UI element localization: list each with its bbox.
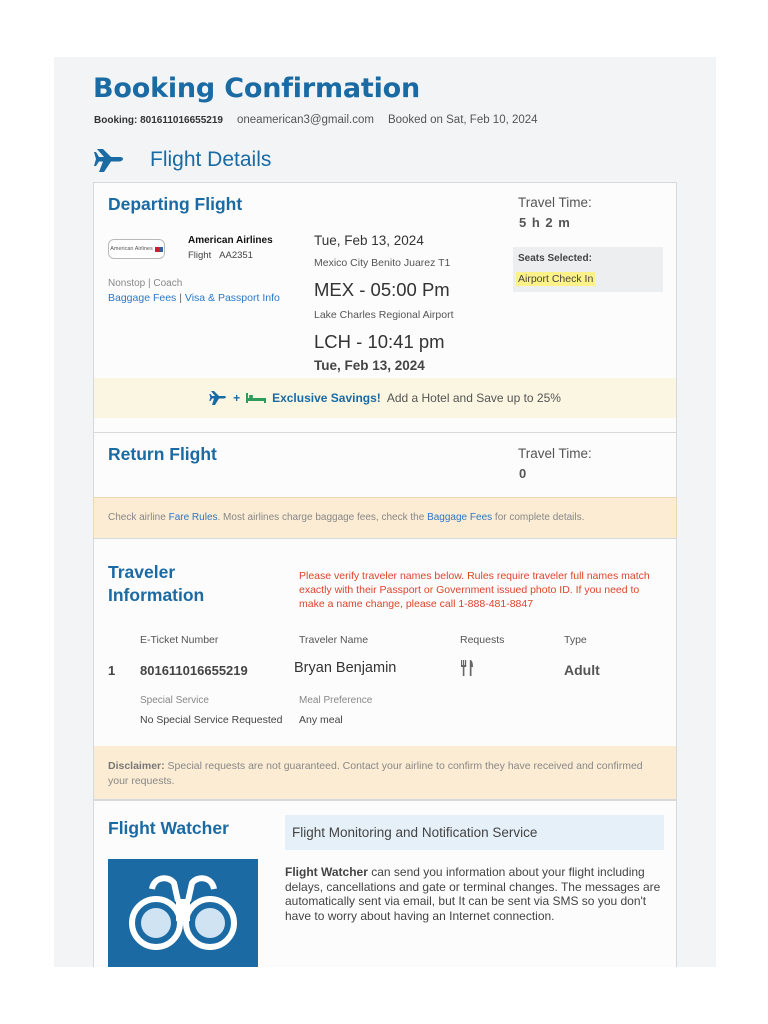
meal-icon xyxy=(460,660,474,676)
departure-date: Tue, Feb 13, 2024 xyxy=(314,233,424,248)
airline-logo-text: American Airlines xyxy=(110,246,153,252)
fare-note-part2: . Most airlines charge baggage fees, check the xyxy=(217,512,428,523)
seats-selected-label: Seats Selected: xyxy=(518,253,592,264)
hotel-promo-banner[interactable] xyxy=(94,378,676,418)
traveler-information-card xyxy=(93,538,677,800)
flight-details-heading xyxy=(94,145,271,175)
airplane-icon xyxy=(94,145,126,175)
traveler-title-line1: Traveler xyxy=(108,562,176,582)
flight-number-value: AA2351 xyxy=(219,250,253,261)
return-flight-card xyxy=(93,432,677,498)
flight-number xyxy=(188,250,253,261)
binoculars-icon xyxy=(108,859,258,967)
flight-watcher-card xyxy=(93,800,677,967)
disclaimer-body: Special requests are not guaranteed. Contact your airline to confirm they have received and confirmed your requests. xyxy=(108,760,643,787)
travel-time-value: 5 h 2 m xyxy=(519,215,571,230)
booking-meta xyxy=(94,114,538,126)
meal-preference-value: Any meal xyxy=(299,714,343,726)
airline-logo xyxy=(108,239,165,259)
arrival-time: LCH - 10:41 pm xyxy=(314,331,445,352)
plane-small-icon xyxy=(209,390,227,406)
disclaimer-box xyxy=(94,746,676,799)
booking-document xyxy=(54,57,716,967)
disclaimer-label: Disclaimer: xyxy=(108,760,165,772)
link-separator: | xyxy=(179,292,182,304)
flight-watcher-desc-bold: Flight Watcher xyxy=(285,865,368,879)
flight-watcher-desc-text: can send you information about your flight including delays, cancellations and gate or terminal changes. The messages are automatically sent via email, but It can be sent via SMS so you don't have to worry about having an Internet connection. xyxy=(285,865,661,923)
departing-flight-card xyxy=(93,182,677,433)
fare-note-part1: Check airline xyxy=(108,512,169,523)
fare-rules-note xyxy=(93,497,677,539)
special-service-value: No Special Service Requested xyxy=(140,714,283,726)
departing-flight-title: Departing Flight xyxy=(108,194,243,214)
return-travel-time-value: 0 xyxy=(519,466,528,481)
cabin-info: Nonstop | Coach xyxy=(108,278,183,289)
visa-passport-link[interactable]: Visa & Passport Info xyxy=(184,292,280,304)
arrival-airport: Lake Charles Regional Airport xyxy=(314,309,454,321)
col-header-ticket: E-Ticket Number xyxy=(140,634,219,646)
col-header-name: Traveler Name xyxy=(299,634,369,646)
arrival-date: Tue, Feb 13, 2024 xyxy=(314,358,425,373)
traveler-title-line2: Information xyxy=(108,585,205,605)
traveler-info-title xyxy=(108,561,204,607)
travel-time-label: Travel Time: xyxy=(518,195,592,210)
baggage-fees-note-link[interactable]: Baggage Fees xyxy=(427,512,493,523)
booking-number xyxy=(94,115,223,126)
special-service-label: Special Service xyxy=(140,695,209,706)
name-verification-warning: Please verify traveler names below. Rules require traveler full names match exactly with their Passport or Government issued photo ID. If you need to make a name change, please call 1-888-481-8847 xyxy=(299,570,650,610)
traveler-type: Adult xyxy=(564,662,600,678)
airline-tail-mark xyxy=(155,247,163,252)
baggage-fees-link[interactable]: Baggage Fees xyxy=(108,292,177,304)
airline-name: American Airlines xyxy=(188,235,273,246)
departure-airport: Mexico City Benito Juarez T1 xyxy=(314,257,451,269)
promo-text: Add a Hotel and Save up to 25% xyxy=(386,391,561,405)
col-header-type: Type xyxy=(564,634,587,646)
meal-preference-label: Meal Preference xyxy=(299,695,373,706)
return-flight-title: Return Flight xyxy=(108,444,217,464)
bed-icon xyxy=(246,392,266,404)
booking-label: Booking: xyxy=(94,115,138,126)
return-travel-time-label: Travel Time: xyxy=(518,446,592,461)
disclaimer-text xyxy=(108,759,648,789)
flight-watcher-title: Flight Watcher xyxy=(108,818,229,838)
traveler-name: Bryan Benjamin xyxy=(294,660,397,676)
departure-time: MEX - 05:00 Pm xyxy=(314,279,450,300)
promo-bold: Exclusive Savings! xyxy=(272,391,381,405)
traveler-row-index: 1 xyxy=(108,663,116,678)
booked-on-date: Booked on Sat, Feb 10, 2024 xyxy=(387,114,538,126)
monitoring-service-box xyxy=(285,815,664,850)
monitoring-service-title: Flight Monitoring and Notification Service xyxy=(292,825,538,840)
promo-plus: + xyxy=(233,391,241,405)
flight-details-title: Flight Details xyxy=(150,148,272,171)
info-links xyxy=(108,292,280,304)
booking-number-value: 801611016655219 xyxy=(140,115,223,126)
eticket-number: 801611016655219 xyxy=(140,663,248,678)
fare-note-part3: for complete details. xyxy=(492,512,585,523)
booking-email: oneamerican3@gmail.com xyxy=(236,114,374,126)
flight-watcher-description xyxy=(285,865,663,923)
col-header-requests: Requests xyxy=(460,634,505,646)
page-title: Booking Confirmation xyxy=(93,73,421,104)
fare-rules-link[interactable]: Fare Rules xyxy=(168,512,218,523)
flight-label: Flight xyxy=(188,250,212,261)
fare-note-text xyxy=(108,512,584,523)
seats-selected-value: Airport Check In xyxy=(518,273,594,285)
seats-selected-box xyxy=(513,247,663,292)
flight-watcher-image xyxy=(108,859,258,967)
